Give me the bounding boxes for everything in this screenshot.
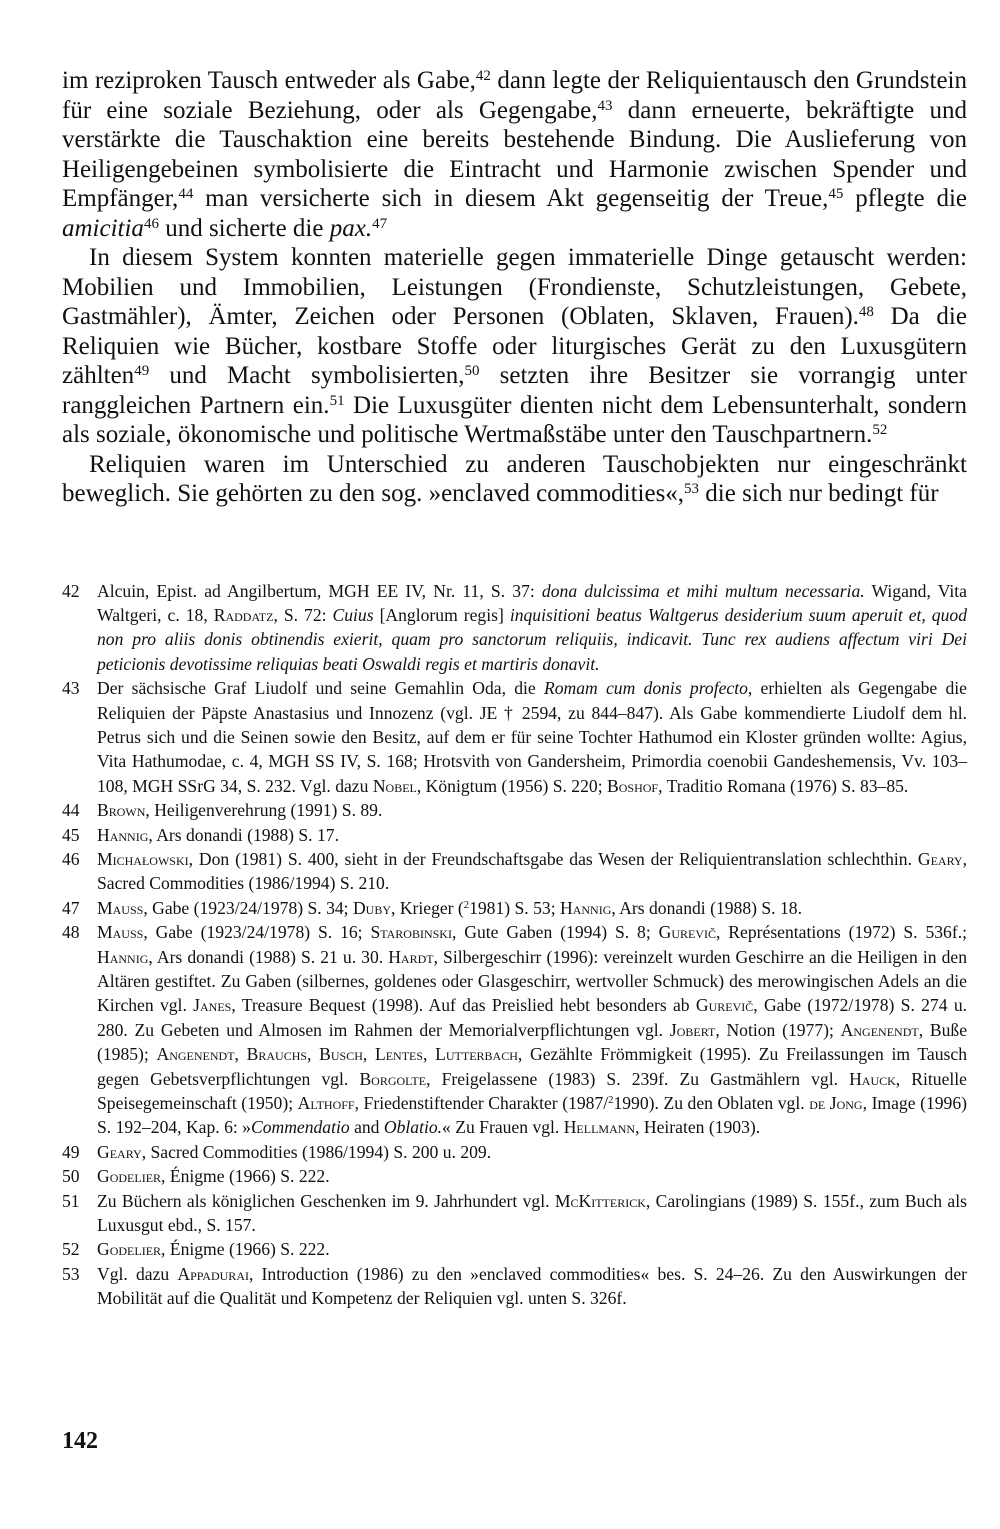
text-run: , Königtum (1956) S. 220; [416,775,607,796]
text-run: , Image (1996) S. 192–204, Kap. 6: » [97,1093,967,1138]
text-run: 1981) S. 53; [469,897,560,918]
footnote-text [97,579,967,677]
author-name: Hardt [388,946,434,967]
text-run: , Ars donandi (1988) S. 18. [611,897,802,918]
text-run: Vgl. dazu [97,1263,178,1284]
footnote [62,847,967,896]
text-run: , Rituelle Speisegemeinschaft (1950); [97,1068,967,1114]
footnote-text [97,1189,967,1238]
italic-text: Oblatio. [383,1117,443,1138]
text-run: , Gabe (1972/1978) S. 274 u. 280. Zu Gebeten und Almosen im Rahmen der Memorialverpflichtungen vgl. [97,995,968,1040]
footnote-ref: 42 [475,67,491,84]
text-run: Da die Reliquien wie Bücher, kostbare Stoffe oder liturgisches Gerät zu den Luxusgütern zählten [62,303,967,389]
footnote [62,1140,967,1164]
text-run: [Anglorum regis] [373,604,510,625]
footnote-text [97,1262,967,1311]
footnote-ref: 53 [684,480,700,497]
paragraph-1 [62,66,967,243]
author-name: Brown [97,800,146,821]
author-name: Nobel [372,775,417,796]
footnote-number: 50 [62,1166,80,1187]
footnote-text [97,1164,967,1188]
text-run: , Représentations (1972) S. 536f.; [716,922,967,943]
footnote-number: 44 [62,800,80,821]
author-name: Janes [193,995,232,1016]
footnote [62,1189,967,1238]
author-name: Borgolte [359,1068,427,1089]
author-name: Gurevič [658,922,717,943]
footnote [62,1262,967,1311]
text-run: , Traditio Romana (1976) S. 83–85. [658,775,909,796]
text-run: dann erneuerte, bekräftigte und verstärkte die Tauschaktion eine bereits bestehende Bindung. Die Auslieferung von Heiligengebeinen symbolisierte die Eintracht und Harmonie zwischen Spender und Empfänger, [62,96,967,212]
footnote-ref: 2 [463,899,470,911]
footnote-number: 49 [62,1141,80,1162]
footnote-ref: 43 [597,97,613,114]
text-run: , Gute Gaben (1994) S. 8; [451,922,659,943]
footnote-separator [62,509,967,579]
footnote-ref: 50 [464,362,480,379]
author-name: Angenendt, Brauchs, Busch, Lentes, Lutterbach [156,1044,518,1065]
footnote [62,823,967,847]
author-name: Godelier [97,1166,162,1187]
footnote-number: 53 [62,1263,80,1284]
text-run: im reziproken Tausch entweder als Gabe, [62,67,476,94]
text-run: und sicherte die [158,214,330,242]
text-run: , Freigelassene (1983) S. 239f. Zu Gastmählern vgl. [426,1068,850,1089]
footnote-ref: 52 [872,421,888,438]
footnote-number: 46 [62,848,80,869]
text-run: , Heiraten (1903). [635,1117,761,1138]
text-run: , Notion (1977); [715,1019,841,1040]
author-name: Mauss [97,922,144,943]
text-run: « Zu Frauen vgl. [442,1117,564,1138]
footnote-text [97,798,967,822]
footnote [62,579,967,677]
author-name: de Jong [809,1093,863,1114]
footnote-text [97,920,967,1140]
footnote-text [97,847,967,896]
text-run: Reliquien waren im Unterschied zu anderen Tauschobjekten nur eingeschränkt beweglich. Sie gehörten zu den sog. »enclaved commodities«, [62,450,967,507]
text-run: , Gabe (1923/24/1978) S. 16; [143,922,371,943]
footnote [62,896,967,920]
text-run: , erhielten als Gegengabe die Reliquien der Päpste Anastasius und Innozenz (vgl. JE † 2594, zu 844–847). Als Gabe kommendierte Liudolf dem hl. Petrus sich und die Seinen sowie den Besitz, auf dem er für seine Tochter Hathumod ein Kloster gründen wollte: Agius, Vita Hathumodae, c. 4, MGH SS IV, S. 168; Hrotsvith von Gandersheim, Primordia coenobii Gandeshemensis, Vv. 103–108, MGH SSrG 34, S. 232. Vgl. dazu [97,678,967,796]
footnote-ref: 48 [858,303,874,320]
footnote-text [97,896,967,920]
author-name: McKitterick [554,1190,646,1211]
footnote [62,1237,967,1261]
text-run: pflegte die [843,185,968,212]
text-run: In diesem System konnten materielle gegen immaterielle Dinge getauscht werden: Mobilien und Immobilien, Leistungen (Frondienste, Schutzleistungen, Gebete, Gastmähler), Ämter, Zeichen oder Personen (Oblaten, Sklaven, Frauen). [62,244,967,330]
italic-text: inquisitioni beatus Waltgerus desiderium suum aperuit et, quod non pro aliis donis obtinendis exierit, quam pro sanctorum reliquiis, indicavit. Tunc rex audiens affectum viri Dei peticionis devotissime reliquias beati Oswaldi regis et martiris donavit. [97,604,967,674]
text-run: , Gezählte Frömmigkeit (1995). Zu Freilassungen im Tausch gegen Gebetsverpflichtungen vgl. [97,1044,967,1089]
footnote-text [97,1237,967,1261]
footnote-number: 47 [62,897,80,918]
text-run: and [349,1117,384,1138]
text-run: , Gabe (1923/24/1978) S. 34; [143,897,353,918]
text-run: , Silbergeschirr (1996): vereinzelt wurden Geschirre an die Heiligen in den Altären gestiftet. Zu Gaben (silbernes, goldenes oder Glasgeschirr, wertvoller Schmuck) des merowingischen Adels an die Kirchen vgl. [97,946,967,1016]
paragraph-2 [62,243,967,450]
text-run: man versicherte sich in diesem Akt gegenseitig der Treue, [193,185,829,212]
text-run: Zu Büchern als königlichen Geschenken im 9. Jahrhundert vgl. [97,1190,555,1211]
footnote-ref: 47 [372,215,388,232]
page-number: 142 [62,1428,98,1454]
footnote-ref: 51 [329,392,345,409]
author-name: Mauss [97,897,144,918]
footnote-ref: 46 [143,215,159,232]
author-name: Godelier [97,1239,162,1260]
author-name: Duby [352,897,392,918]
text-run: , Sacred Commodities (1986/1994) S. 200 u. 209. [141,1141,492,1162]
footnote-number: 52 [62,1239,80,1260]
author-name: Raddatz [213,604,274,625]
text-run: , Ars donandi (1988) S. 21 u. 30. [148,946,389,967]
text-run: Die Luxusgüter dienten nicht dem Lebensunterhalt, sondern als soziale, ökonomische und politische Wertmaßstäbe unter den Tauschpartnern. [62,391,967,448]
text-run: , Énigme (1966) S. 222. [161,1166,330,1187]
paragraph-3 [62,450,967,509]
author-name: Hauck [849,1068,896,1089]
author-name: Hannig [560,897,612,918]
footnote-number: 48 [62,922,80,943]
footnote-number: 43 [62,678,80,699]
footnote-ref: 44 [178,185,194,202]
text-run: , Buße (1985); [97,1019,968,1065]
footnote-number: 51 [62,1190,80,1211]
italic-text: dona dulcissima et mihi multum necessaria. [541,580,865,601]
author-name: Hannig [97,824,149,845]
italic-text: Cuius [332,604,374,625]
italic-text: pax. [329,214,373,242]
italic-text: amicitia [62,214,144,242]
text-run: Der sächsische Graf Liudolf und seine Gemahlin Oda, die [97,678,544,699]
footnote-text [97,823,967,847]
author-name: Starobinski [370,922,452,943]
text-run: , Énigme (1966) S. 222. [161,1239,330,1260]
author-name: Hellmann [563,1117,636,1138]
italic-text: Commendatio [250,1117,350,1138]
footnote [62,1164,967,1188]
footnote-ref: 49 [134,362,150,379]
text-run: , Sacred Commodities (1986/1994) S. 210. [97,848,967,894]
author-name: Geary [917,848,963,869]
author-name: Althoff [297,1093,355,1114]
author-name: Boshof [607,775,659,796]
author-name: Gurevič [695,995,754,1016]
author-name: Michałowski [97,848,189,869]
footnote [62,676,967,798]
author-name: Jobert [669,1019,716,1040]
text-run: setzten ihre Besitzer sie vorrangig unter ranggleichen Partnern ein. [62,362,967,419]
footnote [62,920,967,1140]
text-run: Alcuin, Epist. ad Angilbertum, MGH EE IV, Nr. 11, S. 37: [97,580,542,601]
text-run: und Macht symbolisierten, [149,362,465,389]
author-name: Hannig [97,946,149,967]
author-name: Geary [97,1141,142,1162]
footnote-ref: 45 [828,185,844,202]
text-run: , Heiligenverehrung (1991) S. 89. [145,800,383,821]
text-run: , Ars donandi (1988) S. 17. [148,824,339,845]
text-run: Wigand, Vita Waltgeri, c. 18, [97,580,967,625]
italic-text: Romam cum donis profecto [543,678,748,699]
text-run: dann legte der Reliquientausch den Grundstein für eine soziale Beziehung, oder als Gegengabe, [62,67,967,124]
text-run: , Introduction (1986) zu den »enclaved commodities« bes. S. 24–26. Zu den Auswirkungen der Mobilität auf die Qualität und Kompetenz der Reliquien vgl. unten S. 326f. [97,1263,967,1309]
text-run: 1990). Zu den Oblaten vgl. [613,1093,810,1114]
footnote [62,798,967,822]
author-name: Angenendt [840,1019,919,1040]
footnote-text [97,676,967,798]
author-name: Appadurai [177,1263,249,1284]
main-text [62,66,967,509]
footnotes [62,579,967,1311]
text-run: , Carolingians (1989) S. 155f., zum Buch als Luxusgut ebd., S. 157. [97,1190,967,1236]
text-run: , Krieger ( [391,897,464,918]
text-run: , Don (1981) S. 400, sieht in der Freundschaftsgabe das Wesen der Reliquientranslation schlechthin. [188,848,918,869]
page-content [62,66,967,1311]
text-run: , S. 72: [273,604,333,625]
text-run: , Friedenstiftender Charakter (1987/ [354,1093,609,1114]
text-run: die sich nur bedingt für [699,480,939,507]
footnote-number: 45 [62,824,80,845]
footnote-ref: 2 [608,1095,614,1107]
footnote-text [97,1140,967,1164]
footnote-number: 42 [62,580,80,601]
text-run: , Treasure Bequest (1998). Auf das Preislied hebt besonders ab [231,995,696,1016]
